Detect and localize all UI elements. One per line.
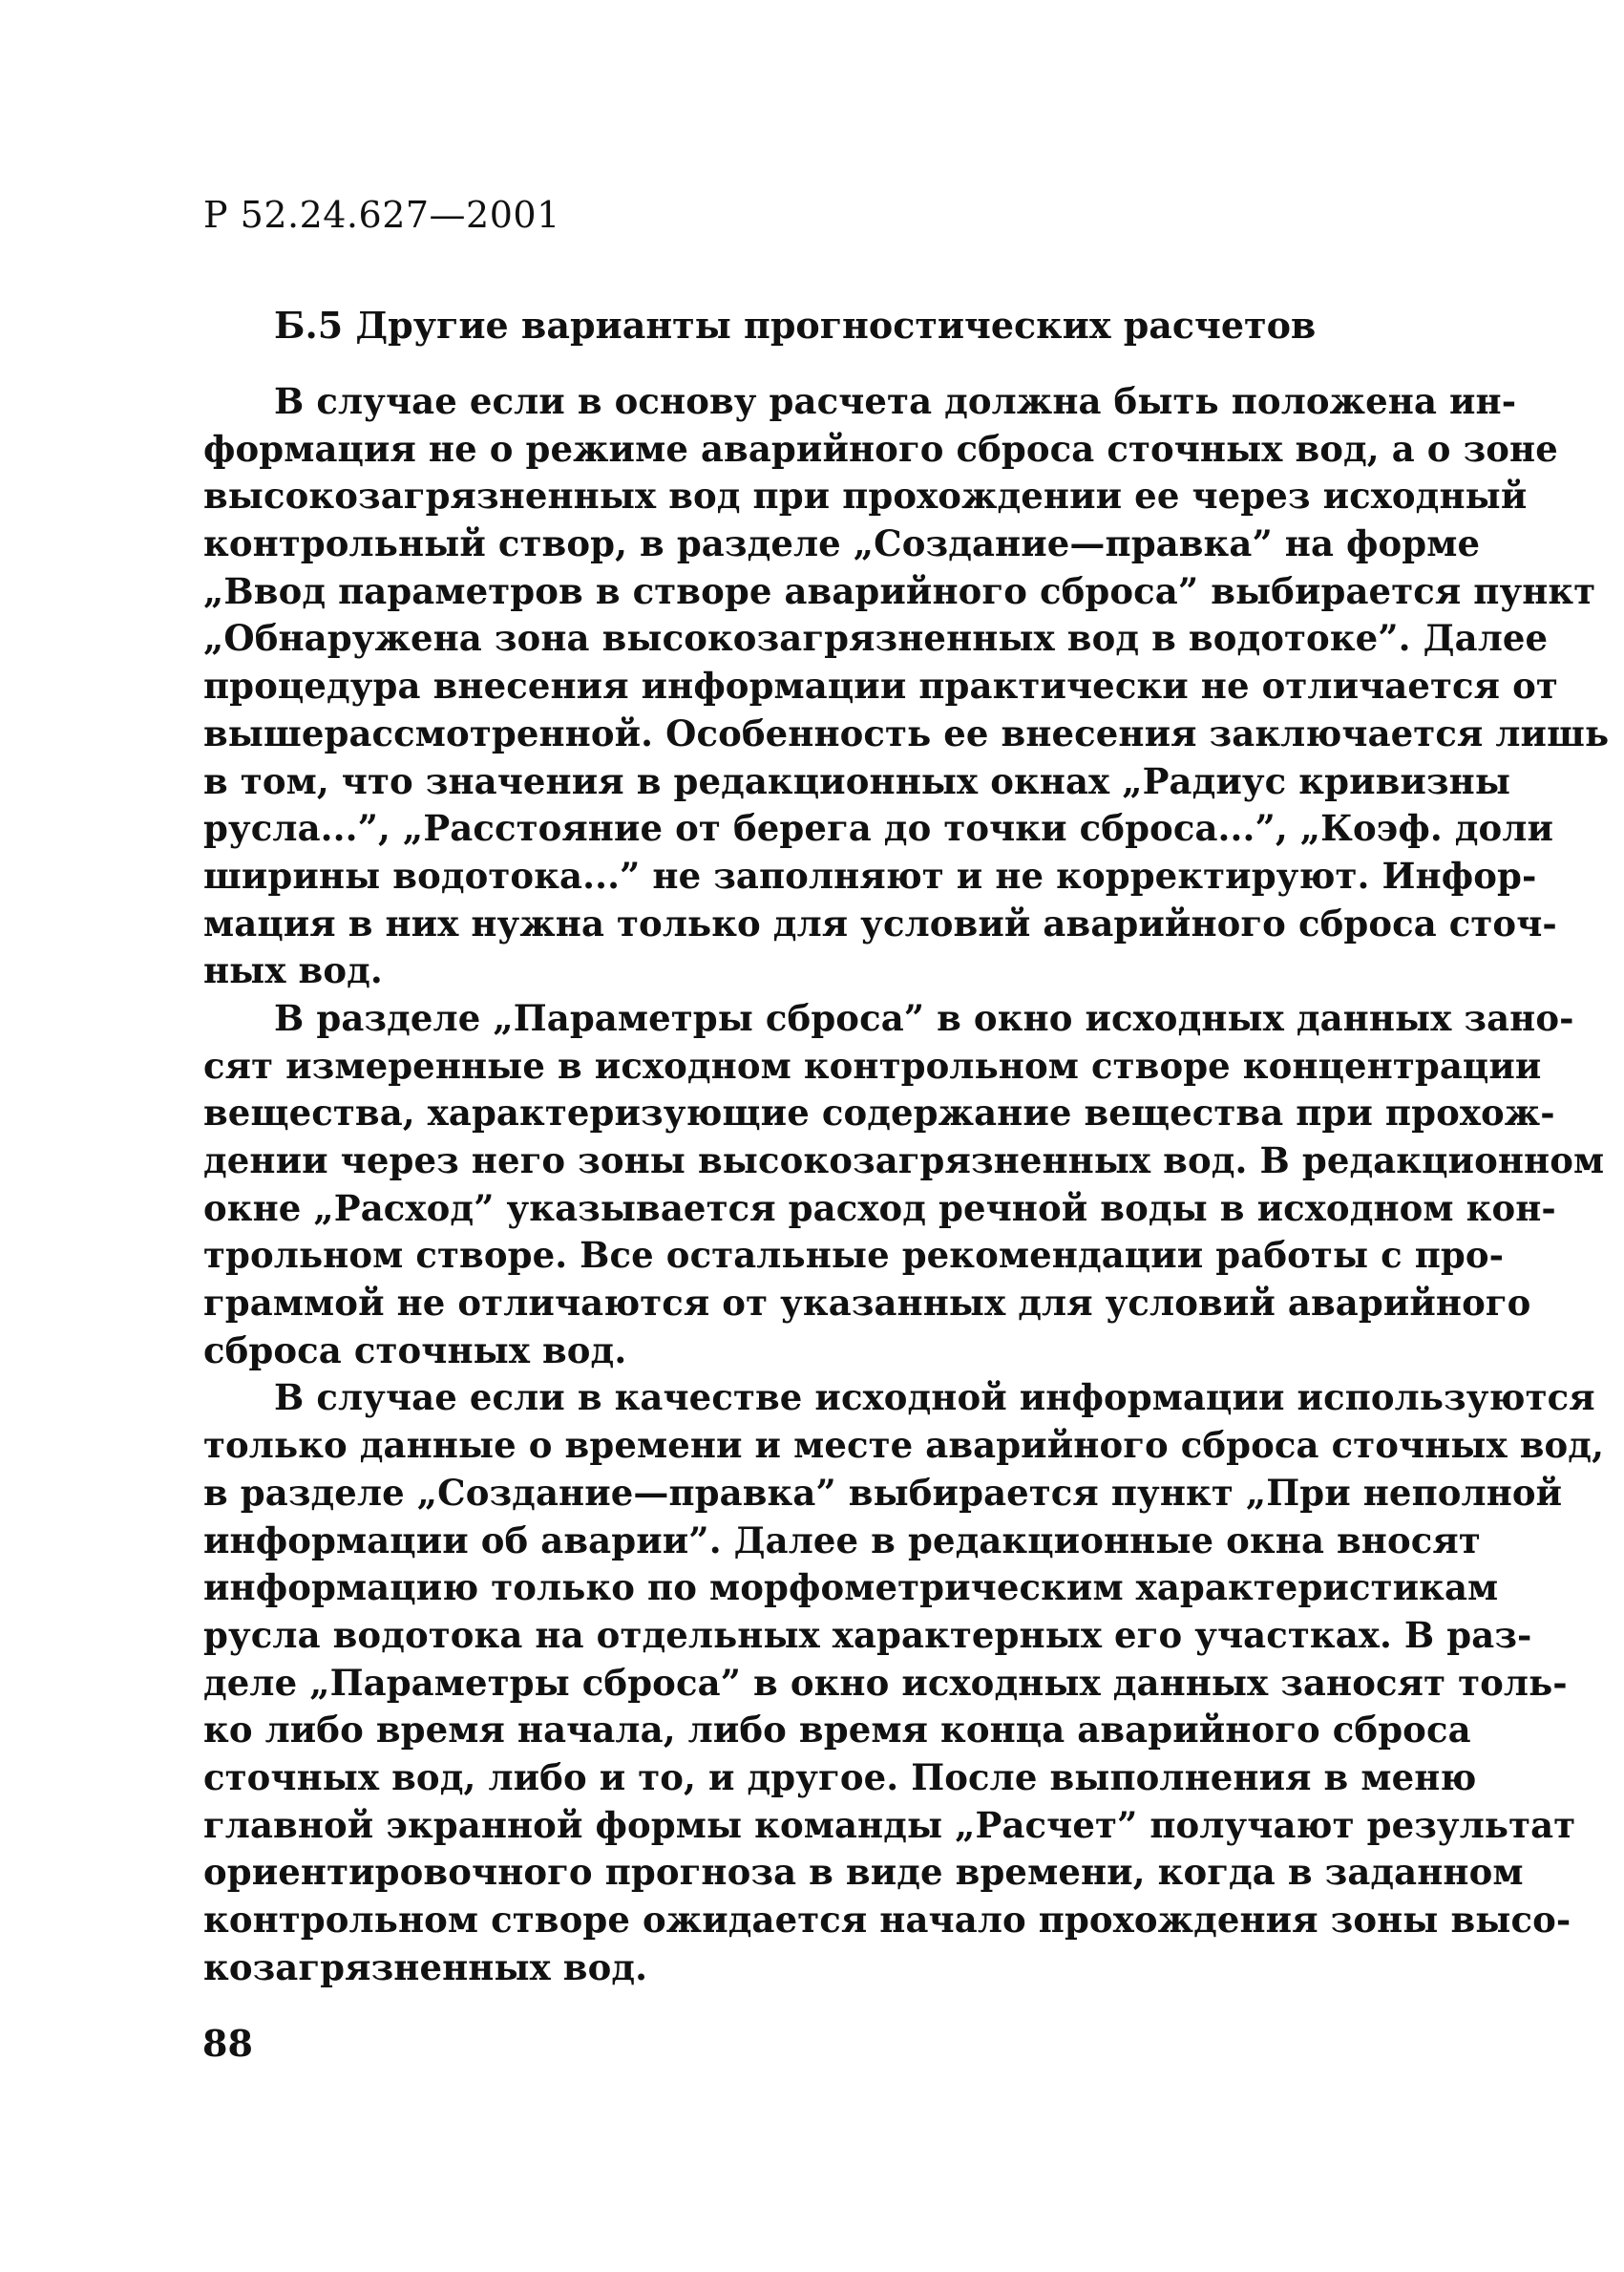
text-line: контрольный створ, в разделе „Создание—правка” на форме <box>203 522 1481 565</box>
text-line: „Ввод параметров в створе аварийного сброса” выбирается пункт <box>203 569 1596 612</box>
text-line: ных вод. <box>203 949 383 992</box>
text-line: сточных вод, либо и то, и другое. После выполнения в меню <box>203 1755 1477 1798</box>
text-line: козагрязненных вод. <box>203 1945 648 1988</box>
document-code: Р 52.24.627—2001 <box>203 194 560 236</box>
text-line: ширины водотока...” не заполняют и не корректируют. Инфор- <box>203 854 1537 897</box>
text-line: В разделе „Параметры сброса” в окно исходных данных зано- <box>274 996 1574 1039</box>
text-line: информацию только по морфометрическим характеристикам <box>203 1566 1499 1609</box>
text-line: русла...”, „Расстояние от берега до точки сброса...”, „Коэф. доли <box>203 807 1554 850</box>
text-line: трольном створе. Все остальные рекомендации работы с про- <box>203 1234 1505 1277</box>
text-line: ориентировочного прогноза в виде времени, когда в заданном <box>203 1851 1524 1894</box>
text-line: ко либо время начала, либо время конца аварийного сброса <box>203 1709 1471 1752</box>
text-line: вышерассмотренной. Особенность ее внесения заключается лишь <box>203 711 1610 754</box>
text-line: процедура внесения информации практически не отличается от <box>203 665 1558 708</box>
text-line: граммой не отличаются от указанных для условий аварийного <box>203 1282 1531 1325</box>
text-line: информации об аварии”. Далее в редакционные окна вносят <box>203 1518 1481 1561</box>
text-line: только данные о времени и месте аварийного сброса сточных вод, <box>203 1424 1605 1467</box>
text-line: вещества, характеризующие содержание вещества при прохож- <box>203 1092 1555 1135</box>
text-line: В случае если в основу расчета должна быть положена ин- <box>274 380 1517 422</box>
text-line: дении через него зоны высокозагрязненных вод. В редакционном <box>203 1139 1605 1181</box>
text-line: русла водотока на отдельных характерных его участках. В раз- <box>203 1613 1532 1656</box>
text-line: „Обнаружена зона высокозагрязненных вод в водотоке”. Далее <box>203 617 1549 660</box>
text-line: в том, что значения в редакционных окнах „Радиус кривизны <box>203 759 1511 802</box>
text-line: окне „Расход” указывается расход речной воды в исходном кон- <box>203 1186 1556 1229</box>
text-line: сброса сточных вод. <box>203 1328 627 1371</box>
text-line: мация в них нужна только для условий аварийного сброса сточ- <box>203 902 1557 945</box>
text-line: главной экранной формы команды „Расчет” получают результат <box>203 1803 1576 1846</box>
text-line: контрольном створе ожидается начало прохождения зоны высо- <box>203 1899 1571 1941</box>
text-line: формация не о режиме аварийного сброса сточных вод, а о зоне <box>203 427 1558 470</box>
text-line: в разделе „Создание—правка” выбирается пункт „При неполной <box>203 1471 1563 1514</box>
body-text <box>203 378 1610 1991</box>
section-heading: Б.5 Другие варианты прогностических расчетов <box>274 304 1317 347</box>
page-number: 88 <box>202 2022 253 2065</box>
text-line: В случае если в качестве исходной информации используются <box>274 1376 1595 1419</box>
text-line: высокозагрязненных вод при прохождении ее через исходный <box>203 475 1528 518</box>
text-line: сят измеренные в исходном контрольном створе концентрации <box>203 1044 1542 1087</box>
text-line: деле „Параметры сброса” в окно исходных данных заносят толь- <box>203 1661 1568 1704</box>
